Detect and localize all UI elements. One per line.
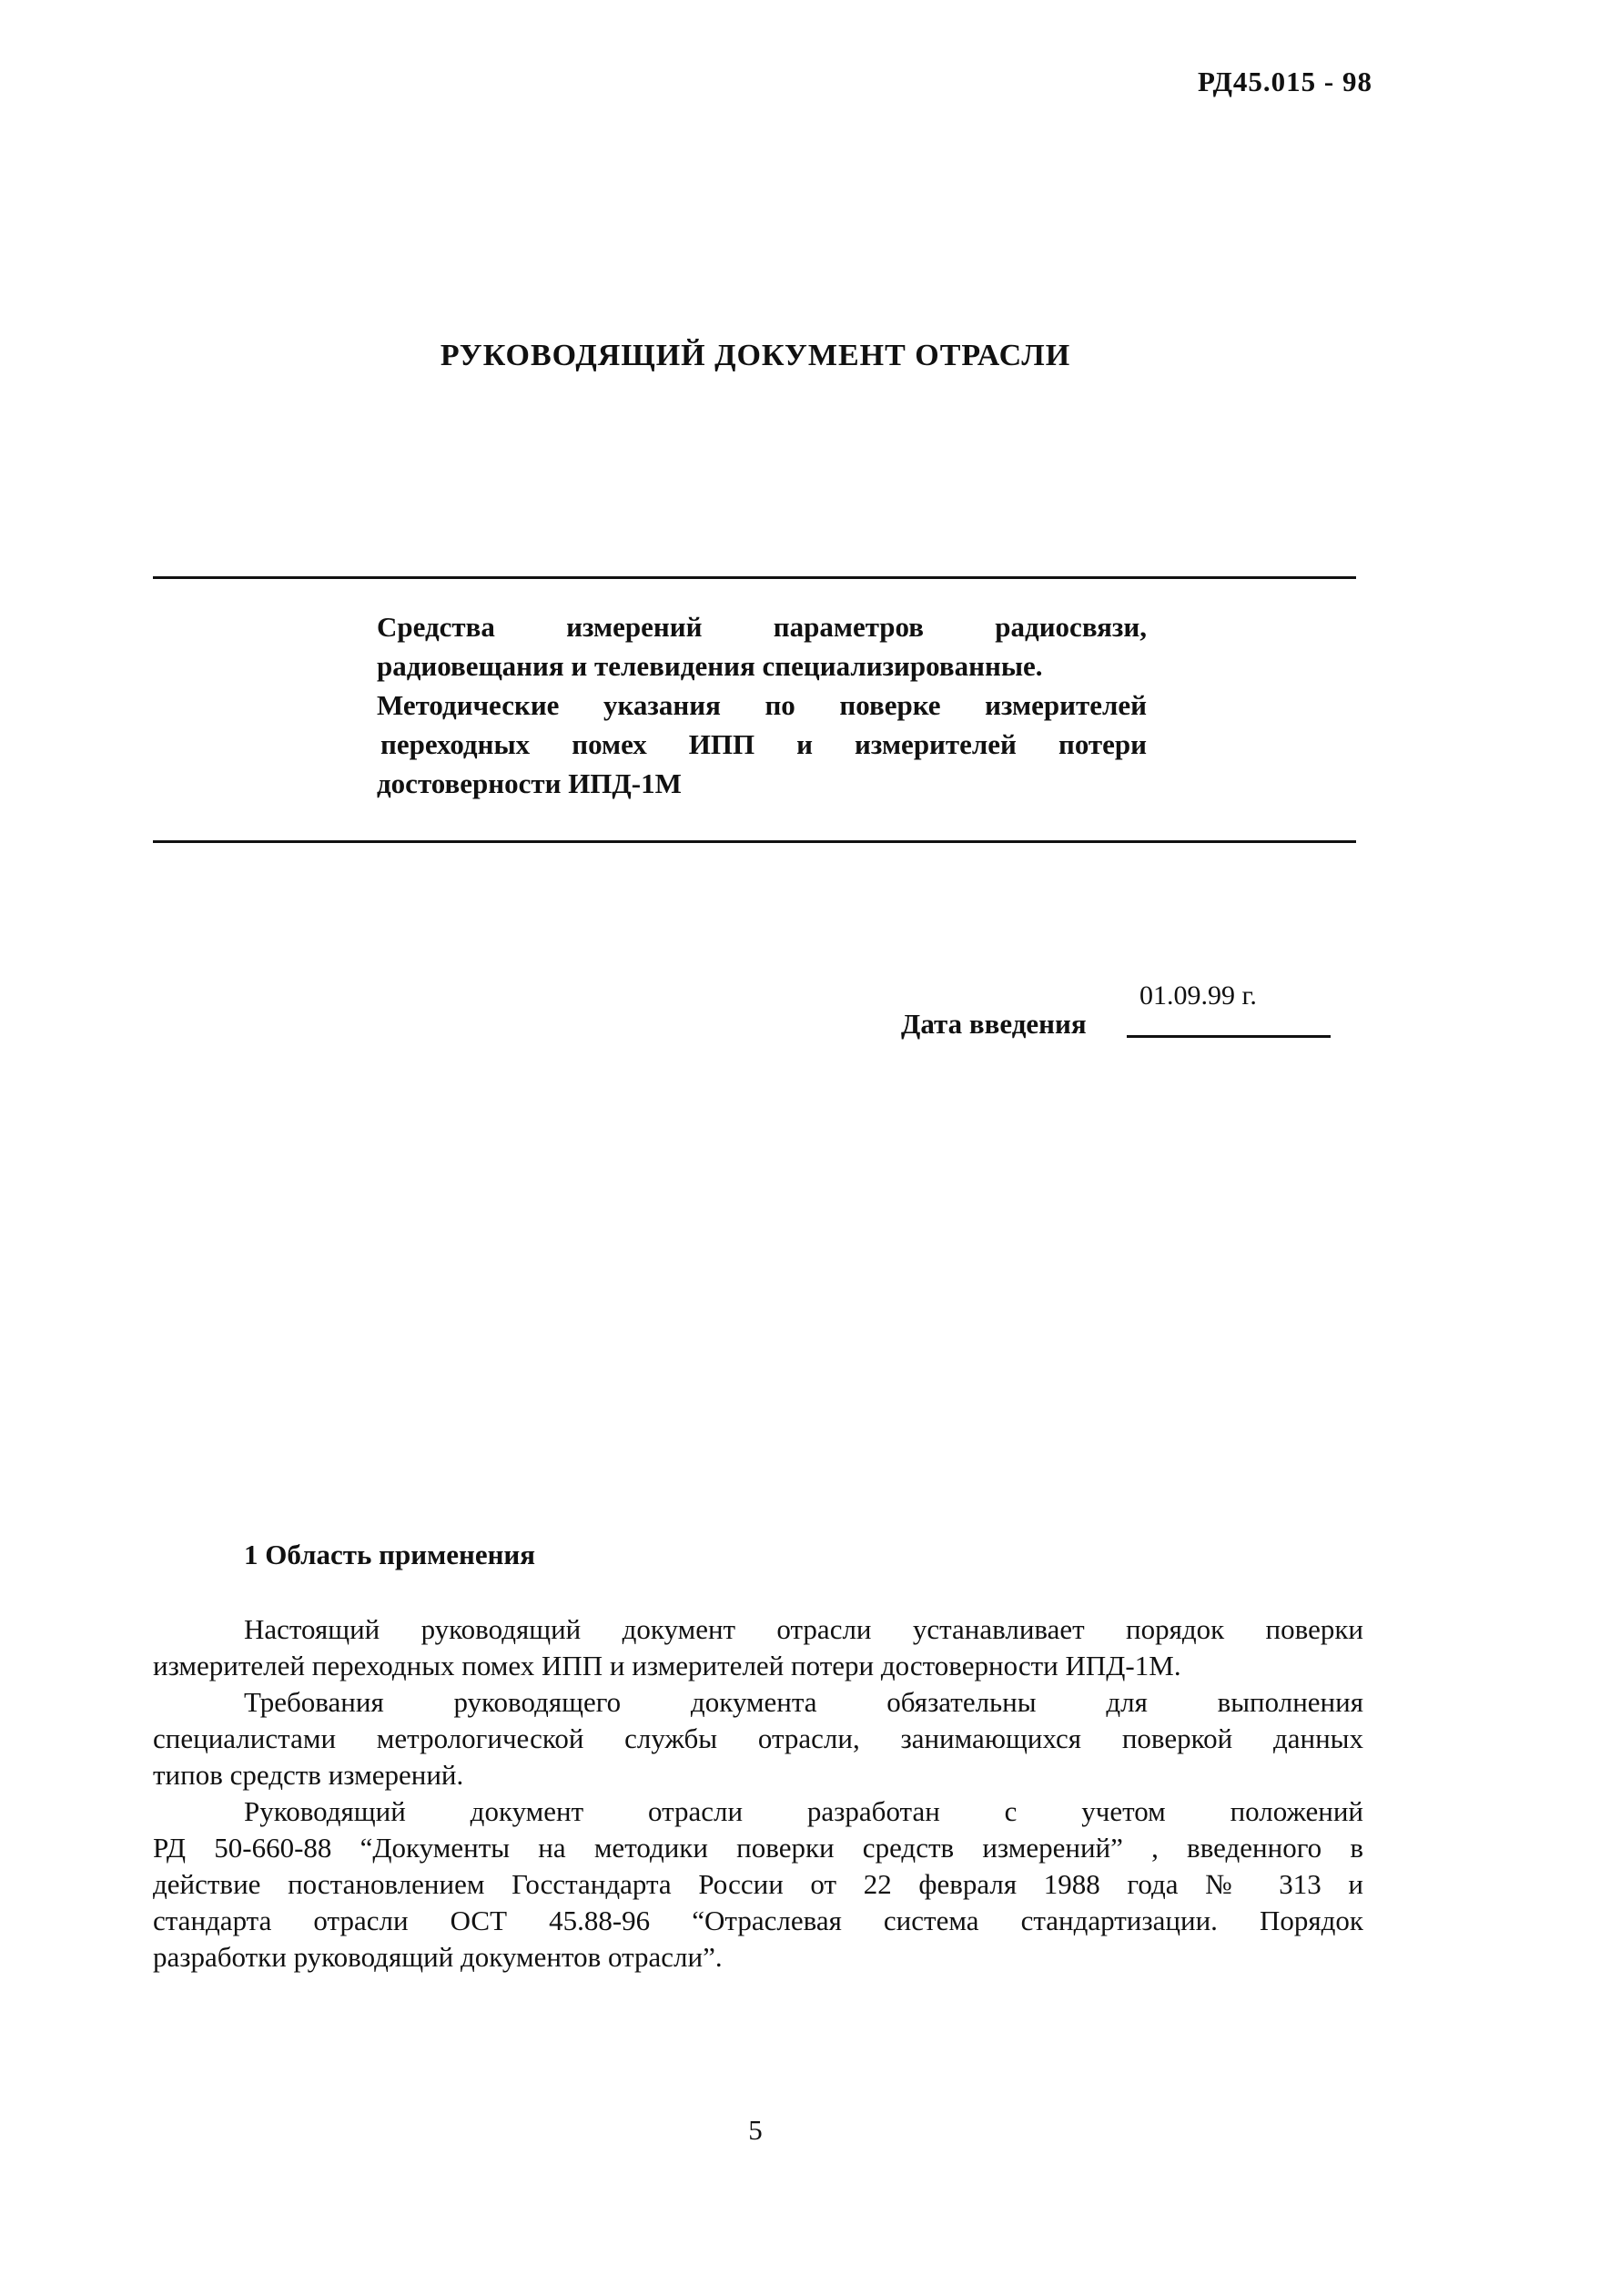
paragraph-3: [153, 1793, 1363, 1976]
paragraph-line: разработки руководящий документов отрасли”.: [153, 1941, 723, 1973]
paragraph-1: [153, 1611, 1363, 1684]
paragraph-line: Руководящий документ отрасли разработан с учетом положений: [244, 1795, 1363, 1827]
document-subject: [377, 607, 1147, 803]
subject-line: достоверности ИПД-1М: [377, 767, 682, 799]
paragraph-line: Требования руководящего документа обязательны для выполнения: [244, 1686, 1363, 1718]
paragraph-2: [153, 1684, 1363, 1793]
intro-date-value: 01.09.99 г.: [1139, 980, 1257, 1011]
section-body: [153, 1611, 1363, 1976]
paragraph-line: Настоящий руководящий документ отрасли устанавливает порядок поверки: [244, 1613, 1363, 1645]
paragraph-line: типов средств измерений.: [153, 1759, 464, 1791]
bottom-divider: [153, 840, 1356, 843]
paragraph-line: РД 50-660-88 “Документы на методики поверки средств измерений” , введенного в: [153, 1832, 1363, 1864]
subject-line: Методические указания по поверке измерителей: [377, 689, 1147, 721]
paragraph-line: измерителей переходных помех ИПП и измерителей потери достоверности ИПД-1М.: [153, 1650, 1181, 1681]
subject-line: Средства измерений параметров радиосвязи,: [377, 611, 1147, 643]
document-code: РД45.015 - 98: [1197, 66, 1372, 97]
page-number: 5: [748, 2114, 763, 2146]
intro-date-underline: [1127, 1035, 1331, 1038]
subject-line: переходных помех ИПП и измерителей потери: [380, 728, 1147, 760]
section-heading: 1 Область применения: [244, 1539, 536, 1570]
paragraph-line: действие постановлением Госстандарта России от 22 февраля 1988 года № 313 и: [153, 1868, 1363, 1900]
subject-line: радиовещания и телевидения специализированные.: [377, 650, 1043, 682]
paragraph-line: стандарта отрасли ОСТ 45.88-96 “Отраслевая система стандартизации. Порядок: [153, 1905, 1363, 1936]
paragraph-line: специалистами метрологической службы отрасли, занимающихся поверкой данных: [153, 1722, 1363, 1754]
document-title: РУКОВОДЯЩИЙ ДОКУМЕНТ ОТРАСЛИ: [440, 339, 1071, 372]
intro-date-block: [901, 980, 1338, 1044]
intro-date-label: Дата введения: [901, 1008, 1087, 1040]
top-divider: [153, 576, 1356, 579]
